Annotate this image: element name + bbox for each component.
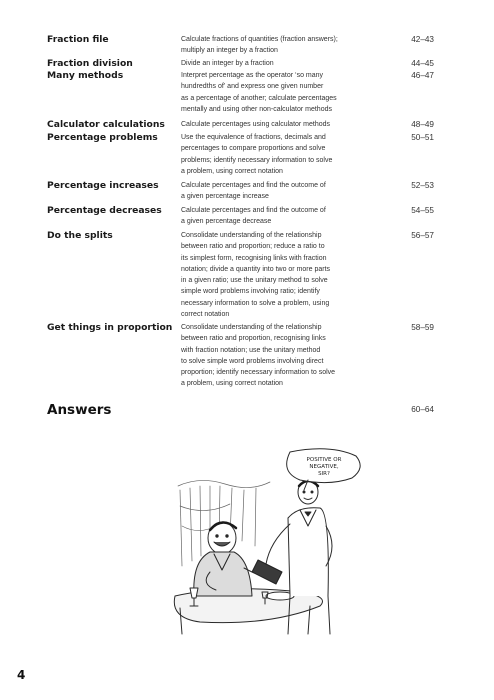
speech-bubble-text: POSITIVE OR xyxy=(306,457,342,463)
toc-pages: 42–43 xyxy=(411,35,434,44)
toc-pages: 56–57 xyxy=(411,231,434,240)
toc-title: Calculator calculations xyxy=(47,119,165,130)
toc-pages: 54–55 xyxy=(411,206,434,215)
answers-pages: 60–64 xyxy=(411,405,434,414)
toc-description xyxy=(181,58,366,69)
toc-description-line: percentages to compare proportions and solve xyxy=(181,145,326,153)
cartoon-illustration xyxy=(170,446,370,636)
toc-description-line: in a given ratio; use the unitary method to solve xyxy=(181,277,328,285)
toc-description-line: problems; identify necessary information to solve xyxy=(181,156,333,164)
toc-title: Get things in proportion xyxy=(47,322,173,333)
toc-description-line: Consolidate understanding of the relationship xyxy=(181,232,322,239)
toc-pages: 50–51 xyxy=(411,133,434,142)
toc-pages: 52–53 xyxy=(411,181,434,190)
toc-description-line: between ratio and proportion; reduce a ratio to xyxy=(181,243,325,251)
toc-pages: 46–47 xyxy=(411,71,434,80)
toc-description-line: Calculate percentages and find the outcome of xyxy=(181,207,326,214)
toc-title: Many methods xyxy=(47,70,124,81)
toc-description-line: as a percentage of another; calculate percentages xyxy=(181,94,337,102)
toc-description xyxy=(181,70,366,115)
toc-description-line: a given percentage increase xyxy=(181,193,269,201)
toc-description-line: a given percentage decrease xyxy=(181,218,272,226)
toc-description xyxy=(181,132,366,177)
diner-figure xyxy=(194,522,252,596)
toc-title: Fraction division xyxy=(47,58,133,69)
toc-description-line: Interpret percentage as the operator ‘so many xyxy=(181,72,324,79)
toc-pages: 44–45 xyxy=(411,59,434,68)
toc-description-line: multiply an integer by a fraction xyxy=(181,47,278,55)
toc-description-line: Divide an integer by a fraction xyxy=(181,60,274,67)
toc-description xyxy=(181,230,366,320)
toc-description-line: correct notation xyxy=(181,311,230,319)
toc-description-line: between ratio and proportion, recognising links xyxy=(181,335,326,343)
toc-title: Percentage problems xyxy=(47,132,158,143)
toc-description xyxy=(181,119,366,130)
page-number: 4 xyxy=(17,668,26,682)
toc-pages: 58–59 xyxy=(411,323,434,332)
toc-title: Percentage decreases xyxy=(47,205,162,216)
toc-description xyxy=(181,34,366,57)
toc-title: Percentage increases xyxy=(47,180,159,191)
toc-description-line: proportion; identify necessary information to solve xyxy=(181,369,336,377)
toc-description-line: its simplest form, recognising links with fraction xyxy=(181,254,327,262)
toc-description-line: hundredths of’ and express one given number xyxy=(181,83,324,91)
toc-description xyxy=(181,205,366,228)
toc-description-line: with fraction notation; use the unitary method xyxy=(181,346,321,354)
toc-description-line: a problem, using correct notation xyxy=(181,380,283,388)
toc-description-line: necessary information to solve a problem, using xyxy=(181,299,330,307)
toc-description-line: a problem, using correct notation xyxy=(181,167,283,175)
toc-description-line: Calculate percentages using calculator methods xyxy=(181,121,331,128)
toc-description-line: Calculate fractions of quantities (fraction answers); xyxy=(181,36,338,43)
toc-description xyxy=(181,180,366,203)
toc-description-line: Use the equivalence of fractions, decimals and xyxy=(181,134,326,141)
toc-description-line: simple word problems involving ratio; identify xyxy=(181,288,320,296)
toc-description-line: Consolidate understanding of the relationship xyxy=(181,324,322,331)
toc-description-line: notation; divide a quantity into two or more parts xyxy=(181,265,331,273)
speech-bubble-text: NEGATIVE, xyxy=(309,464,339,470)
toc-description-line: Calculate percentages and find the outcome of xyxy=(181,182,326,189)
speech-bubble-text: SIR? xyxy=(318,471,330,477)
toc-title: Do the splits xyxy=(47,230,113,241)
toc-title: Fraction file xyxy=(47,34,109,45)
toc-description-line: to solve simple word problems involving direct xyxy=(181,357,324,365)
toc-description-line: mentally and using other non-calculator methods xyxy=(181,105,332,113)
toc-description xyxy=(181,322,366,390)
toc-pages: 48–49 xyxy=(411,120,434,129)
answers-heading: Answers xyxy=(47,402,112,418)
